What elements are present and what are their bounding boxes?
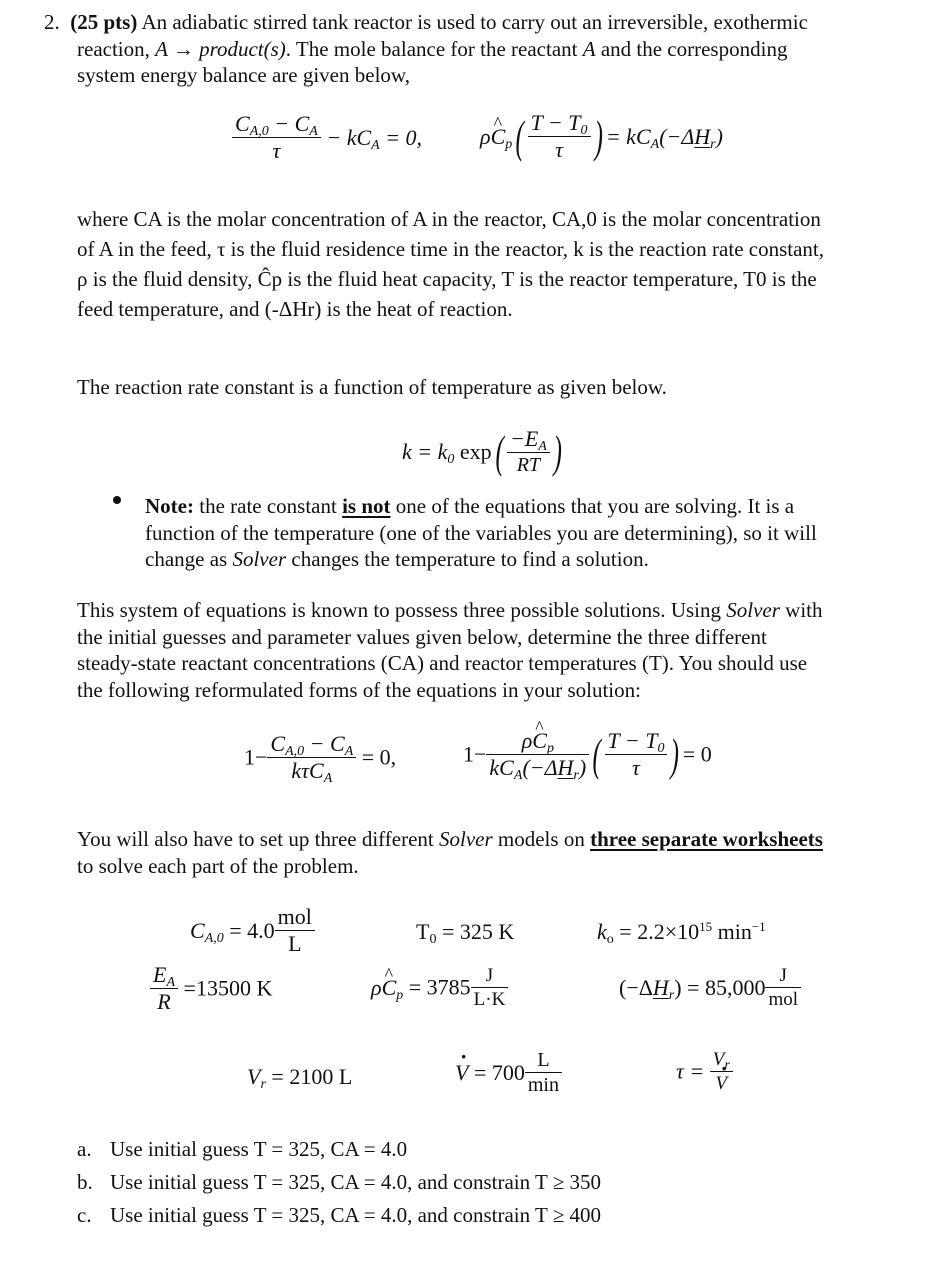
reformulated-energy-balance: 1− $\frac{\rho\^{} C_p}{kC_A(-\Delta H_r)}$ ( $\frac{T - T_0}{\tau}$ ) = 0 [463, 730, 712, 779]
part-b-label: b. [77, 1170, 93, 1194]
note-emphasis: is not [342, 494, 391, 518]
param-dH: $(-\Delta H_r) = 85,000$ $\frac{J}{\text{mol}}$ [619, 966, 801, 1009]
intro-reaction: A → product(s) [155, 36, 286, 61]
intro-line-2e: and the corresponding [595, 36, 788, 61]
param-k0-exp: 15 [699, 919, 713, 934]
intro-line-1: An adiabatic stirred tank reactor is used to carry out an irreversible, exothermic [141, 10, 808, 34]
solutions-line-2: the initial guesses and parameter values given below, determine the three different [77, 624, 767, 649]
param-CA0-unit-num: mol [275, 906, 315, 931]
part-b-text: Use initial guess T = 325, CA = 4.0, and constrain T ≥ 350 [110, 1170, 601, 1194]
param-T0-value: 325 K [459, 919, 515, 944]
problem-points: (25 pts) [70, 10, 138, 34]
list-item [77, 1199, 877, 1232]
param-Vdot-unit-num: L [525, 1050, 562, 1073]
definitions-line-2: of A in the feed, τ is the fluid residence time in the reactor, k is the reaction rate constant, [77, 237, 825, 261]
part-a-text: Use initial guess T = 325, CA = 4.0 [110, 1137, 408, 1161]
definitions-line-4: feed temperature, and (-ΔHr) is the heat of reaction. [77, 297, 513, 321]
worksheets-solver: Solver [439, 827, 493, 851]
intro-line-2c: . The mole balance for the reactant [285, 36, 583, 61]
intro-line-2d: A [582, 36, 596, 61]
param-CA0-value: 4.0 [247, 917, 275, 943]
worksheets-emphasis: three separate worksheets [590, 827, 823, 851]
param-EA-R: $\frac{E_A}{R}$ =13500 K [150, 964, 272, 1013]
worksheets-line-2: to solve each part of the problem. [77, 853, 359, 878]
problem-number: 2. [44, 10, 60, 34]
param-Vdot-unit-den: min [527, 1074, 559, 1096]
param-Vr: $V_r = 2100$ L [247, 1064, 353, 1092]
param-tau: τ = $V_r$ · V [676, 1050, 733, 1093]
param-rhoCp-unit-num: J [471, 966, 509, 988]
part-c-label: c. [77, 1203, 92, 1227]
solutions-paragraph [77, 597, 937, 703]
param-rhoCp-unit-den: L·K [473, 989, 506, 1010]
energy-balance-equation: ρ^ $C_p$( $\frac{T - T_0}{\tau}$ ) = $kC_A(-\Delta H_r)$ [480, 112, 723, 161]
worksheets-line-1b: models on [492, 827, 591, 851]
problem-intro [44, 9, 924, 89]
list-item [77, 1166, 877, 1199]
rate-constant-intro: The reaction rate constant is a function of temperature as given below. [77, 375, 667, 399]
definitions-line-3: ρ is the fluid density, Ĉp is the fluid heat capacity, T is the reactor temperature, T0 is the [77, 267, 817, 291]
param-Vdot-value: 700 [491, 1059, 525, 1085]
definitions-line-1: where CA is the molar concentration of A in the reactor, CA,0 is the molar concentration [77, 207, 821, 231]
part-a-label: a. [77, 1137, 92, 1161]
part-c-text: Use initial guess T = 325, CA = 4.0, and constrain T ≥ 400 [110, 1203, 601, 1227]
solutions-line-1b: with [779, 598, 823, 622]
mole-balance-equation: $\frac{C_{A,0} - C_A}{\tau}$ − $kC_A = 0$, [232, 113, 422, 162]
note-bullet [113, 496, 121, 504]
param-CA0: $C_{A,0} = 4.0$ $\frac{\text{mol}}{L}$ [190, 906, 315, 955]
param-EA-R-value: 13500 K [195, 975, 273, 1001]
note-line-3a: change as [145, 547, 233, 571]
arrhenius-equation: $k = k_0$ exp( $\frac{-E_A}{RT}$ ) [402, 425, 562, 477]
solutions-solver: Solver [726, 598, 780, 622]
worksheets-line-1a: You will also have to set up three different [77, 827, 439, 851]
param-dH-value: 85,000 [704, 974, 766, 1000]
param-rhoCp-value: 3785 [426, 974, 471, 1000]
intro-line-3: system energy balance are given below, [77, 63, 410, 87]
note-line-2: function of the temperature (one of the variables you are determining), so it will [145, 520, 817, 545]
reformulated-mole-balance: 1− $\frac{C_{A,0} - C_A}{k\tau C_A}$ = 0, [244, 731, 397, 786]
intro-line-2a: reaction, [77, 36, 156, 61]
param-k0-unit: min [717, 919, 752, 944]
param-dH-unit-den: mol [768, 989, 799, 1010]
param-k0: $k_o = 2.2\times 10^{15}$ $\min^{-1}$ [597, 919, 766, 947]
param-T0: $T_0 = 325$ K [416, 919, 515, 947]
note-text-b: one of the equations that you are solving. It is a [390, 494, 795, 518]
worksheets-paragraph [77, 826, 937, 879]
param-Vr-value: 2100 L [289, 1064, 353, 1089]
param-dH-unit-num: J [765, 966, 801, 988]
param-rhoCp: ρ^ $C_p = 3785$ $\frac{J}{L\cdot K}$ [371, 966, 508, 1009]
solutions-line-3: steady-state reactant concentrations (CA) and reactor temperatures (T). You should use [77, 651, 808, 675]
note-solver: Solver [232, 547, 287, 571]
note-label: Note: [145, 494, 194, 518]
definitions-paragraph [77, 204, 937, 324]
param-k0-unit-exp: −1 [751, 919, 766, 934]
note-line-3b: changes the temperature to find a solution. [286, 547, 649, 571]
note-text-a: the rate constant [193, 494, 343, 518]
note-paragraph [145, 493, 905, 573]
param-CA0-unit-den: L [288, 931, 302, 956]
param-Vdot: · V = 700 $\frac{L}{\min}$ [455, 1050, 562, 1095]
list-item [77, 1133, 877, 1166]
solutions-line-4: the following reformulated forms of the equations in your solution: [77, 677, 641, 702]
param-k0-value: 2.2×10 [637, 919, 700, 944]
parts-list [77, 1133, 877, 1232]
solutions-line-1a: This system of equations is known to possess three possible solutions. Using [77, 598, 727, 622]
